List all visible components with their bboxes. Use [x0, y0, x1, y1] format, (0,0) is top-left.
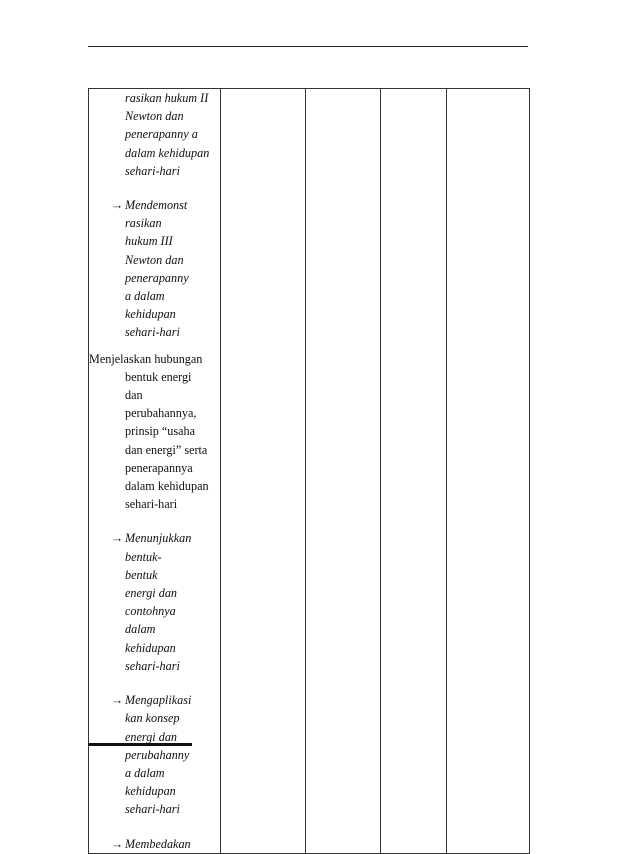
competency-text: Menjelaskan hubungan bentuk energi dan perubahannya, prinsip “usaha dan energi” serta penerapannya dalam kehidupan sehari-hari	[89, 351, 209, 512]
list-item: → Membedakan	[89, 835, 220, 853]
arrow-right-icon: →	[111, 198, 124, 213]
table-cell	[306, 89, 381, 854]
arrow-right-icon: →	[111, 836, 124, 851]
arrow-right-icon: →	[111, 693, 124, 708]
table-cell	[381, 89, 447, 854]
table-cell	[221, 89, 306, 854]
list-item: → Mendemonst rasikan hukum III Newton dan penerapanny a dalam kehidupan sehari-hari	[89, 196, 220, 342]
continued-item: rasikan hukum II Newton dan penerapanny a dalam kehidupan sehari-hari	[125, 91, 210, 178]
syllabus-table	[88, 88, 530, 854]
table-row	[89, 89, 530, 854]
list-item: → Mengaplikasi kan konsep energi dan perubahanny a dalam kehidupan sehari-hari	[89, 691, 220, 818]
list-item: → Menunjukkan bentuk- bentuk energi dan contohnya dalam kehidupan sehari-hari	[89, 529, 220, 675]
header-rule	[88, 46, 528, 47]
footnote-rule	[88, 743, 192, 746]
competency-cell	[89, 89, 221, 854]
arrow-right-icon: →	[111, 531, 124, 546]
table-cell	[447, 89, 530, 854]
